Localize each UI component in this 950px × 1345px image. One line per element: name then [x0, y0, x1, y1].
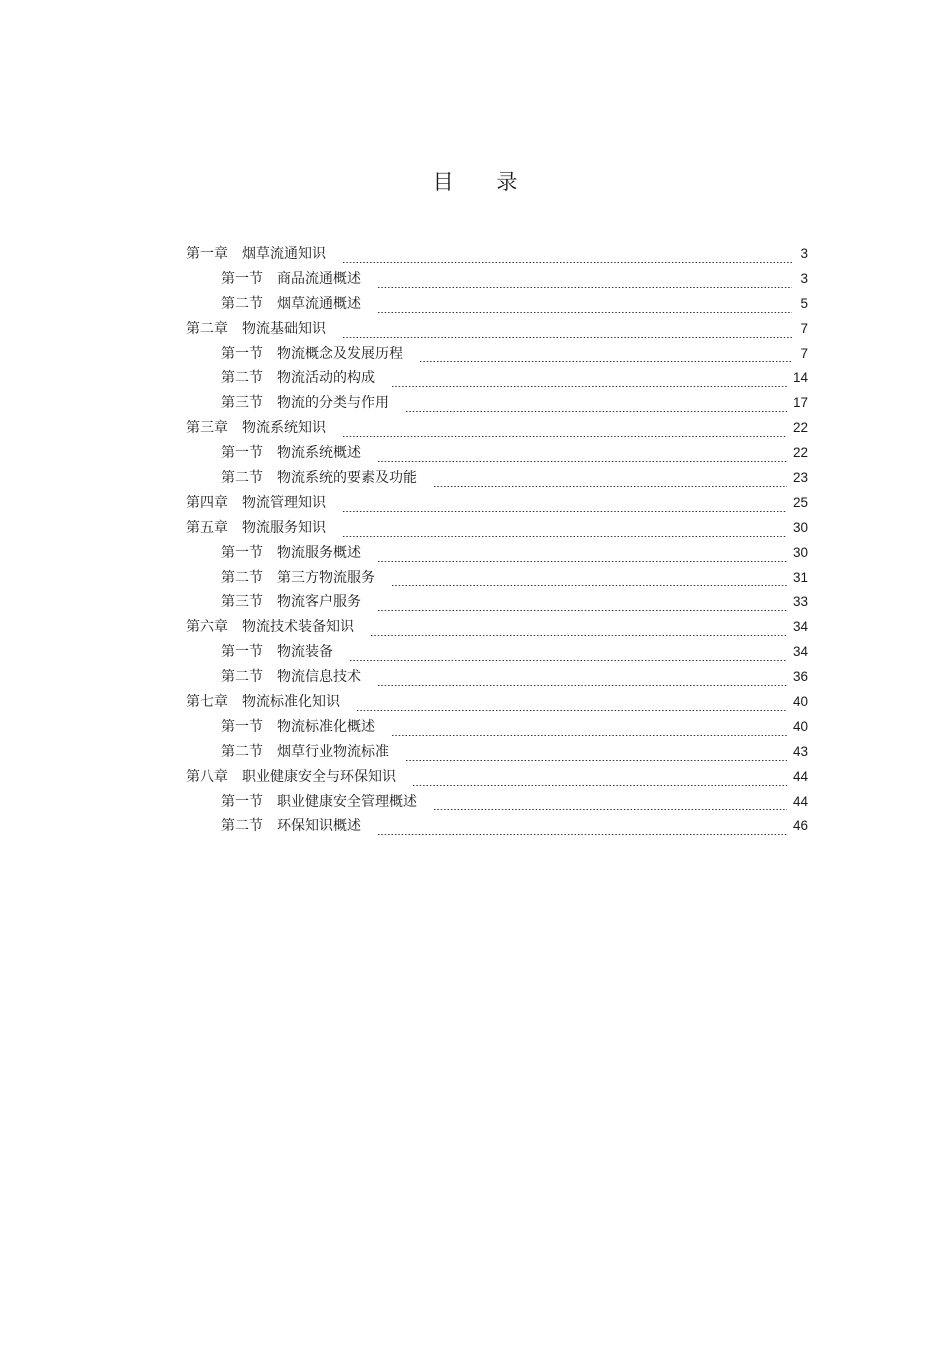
toc-entry-label [221, 442, 361, 462]
toc-page-number: 40 [792, 694, 808, 710]
toc-entry-title: 职业健康安全管理概述 [277, 793, 417, 810]
toc-entry-title: 物流管理知识 [242, 494, 326, 511]
toc-entry-label [186, 243, 326, 263]
toc-chapter-entry[interactable] [186, 616, 808, 641]
toc-entry-label [221, 268, 361, 288]
toc-page-number: 3 [800, 270, 808, 286]
toc-page-number: 22 [792, 420, 808, 436]
toc-entry-number: 第二节 [221, 370, 263, 387]
toc-chapter-entry[interactable] [186, 318, 808, 343]
toc-entry-title: 物流服务知识 [242, 519, 326, 536]
toc-page-number: 14 [792, 370, 808, 386]
toc-entry-number: 第五章 [186, 519, 228, 536]
toc-dot-leader [419, 361, 792, 362]
toc-entry-title: 物流基础知识 [242, 320, 326, 337]
toc-dot-leader [342, 536, 787, 537]
toc-page-number: 31 [792, 569, 808, 585]
toc-entry-number: 第二节 [221, 470, 263, 487]
toc-chapter-entry[interactable] [186, 492, 808, 517]
toc-dot-leader [377, 834, 787, 835]
toc-chapter-entry[interactable] [186, 766, 808, 791]
toc-dot-leader [377, 685, 787, 686]
toc-chapter-entry[interactable] [186, 691, 808, 716]
toc-dot-leader [342, 262, 792, 263]
toc-page-number: 43 [792, 743, 808, 759]
toc-page-number: 44 [792, 768, 808, 784]
toc-dot-leader [433, 486, 787, 487]
toc-section-entry[interactable] [186, 815, 808, 840]
toc-entry-number: 第一节 [221, 445, 263, 462]
toc-page-number: 33 [792, 594, 808, 610]
toc-entry-title: 商品流通概述 [277, 270, 361, 287]
toc-entry-number: 第一节 [221, 718, 263, 735]
toc-entry-label [221, 741, 389, 761]
toc-entry-label [221, 343, 403, 363]
toc-section-entry[interactable] [186, 791, 808, 816]
toc-entry-title: 物流技术装备知识 [242, 619, 354, 636]
toc-entry-title: 职业健康安全与环保知识 [242, 768, 396, 785]
toc-entry-title: 物流概念及发展历程 [277, 345, 403, 362]
toc-page-number: 40 [792, 718, 808, 734]
toc-page-number: 5 [800, 295, 808, 311]
toc-dot-leader [377, 312, 792, 313]
toc-dot-leader [391, 735, 787, 736]
toc-entry-label [221, 815, 361, 835]
toc-entry-number: 第一节 [221, 270, 263, 287]
toc-dot-leader [356, 710, 787, 711]
toc-entry-number: 第三章 [186, 420, 228, 437]
toc-entry-title: 物流装备 [277, 644, 333, 661]
toc-page-number: 25 [792, 494, 808, 510]
toc-entry-number: 第一章 [186, 246, 228, 262]
toc-entry-label [186, 417, 326, 437]
toc-entry-title: 物流标准化知识 [242, 694, 340, 711]
toc-entry-title: 第三方物流服务 [277, 569, 375, 586]
toc-entry-label [221, 666, 361, 686]
toc-entry-title: 物流服务概述 [277, 544, 361, 561]
toc-page-number: 3 [800, 246, 808, 261]
toc-entry-title: 物流活动的构成 [277, 370, 375, 387]
toc-entry-title: 物流系统的要素及功能 [277, 470, 417, 487]
toc-section-entry[interactable] [186, 716, 808, 741]
toc-entry-title: 物流客户服务 [277, 594, 361, 611]
toc-entry-number: 第一节 [221, 644, 263, 661]
toc-section-entry[interactable] [186, 567, 808, 592]
toc-entry-title: 物流信息技术 [277, 669, 361, 686]
toc-entry-number: 第二节 [221, 743, 263, 760]
toc-entry-number: 第一节 [221, 345, 263, 362]
toc-entry-label [221, 641, 333, 661]
toc-dot-leader [342, 337, 792, 338]
toc-dot-leader [342, 511, 787, 512]
toc-entry-label [221, 567, 375, 587]
toc-dot-leader [377, 287, 792, 288]
toc-section-entry[interactable] [186, 442, 808, 467]
toc-entry-title: 烟草流通知识 [242, 246, 326, 262]
toc-dot-leader [412, 785, 787, 786]
table-of-contents [186, 243, 808, 840]
toc-entry-number: 第二节 [221, 669, 263, 686]
toc-page-number: 7 [800, 320, 808, 336]
toc-entry-label [221, 293, 361, 313]
toc-page-number: 7 [800, 345, 808, 361]
toc-entry-title: 物流标准化概述 [277, 718, 375, 735]
toc-page-number: 17 [792, 395, 808, 411]
toc-page-number: 34 [792, 644, 808, 660]
toc-entry-label [186, 766, 396, 786]
toc-dot-leader [342, 436, 787, 437]
toc-section-entry[interactable] [186, 367, 808, 392]
toc-entry-number: 第二节 [221, 569, 263, 586]
toc-page-number: 22 [792, 445, 808, 461]
toc-entry-number: 第二章 [186, 320, 228, 337]
toc-entry-label [186, 492, 326, 512]
toc-entry-title: 烟草行业物流标准 [277, 743, 389, 760]
toc-entry-title: 环保知识概述 [277, 818, 361, 835]
toc-page-number: 36 [792, 669, 808, 685]
toc-dot-leader [405, 411, 787, 412]
toc-entry-label [221, 367, 375, 387]
toc-entry-number: 第七章 [186, 694, 228, 711]
toc-section-entry[interactable] [186, 293, 808, 318]
toc-entry-label [221, 392, 389, 412]
toc-entry-title: 物流系统概述 [277, 445, 361, 462]
toc-section-entry[interactable] [186, 741, 808, 766]
toc-entry-number: 第六章 [186, 619, 228, 636]
toc-dot-leader [405, 760, 787, 761]
page-title: 目 录 [432, 170, 536, 194]
toc-page-number: 23 [792, 470, 808, 486]
toc-entry-label [221, 716, 375, 736]
toc-page-number: 44 [792, 793, 808, 809]
toc-entry-number: 第三节 [221, 594, 263, 611]
toc-dot-leader [349, 660, 787, 661]
toc-entry-number: 第一节 [221, 544, 263, 561]
toc-chapter-entry[interactable] [186, 417, 808, 442]
toc-section-entry[interactable] [186, 542, 808, 567]
toc-section-entry[interactable] [186, 343, 808, 368]
toc-page-number: 34 [792, 619, 808, 635]
toc-section-entry[interactable] [186, 641, 808, 666]
toc-entry-number: 第八章 [186, 768, 228, 785]
toc-chapter-entry[interactable] [186, 243, 808, 268]
toc-entry-title: 烟草流通概述 [277, 295, 361, 312]
toc-section-entry[interactable] [186, 392, 808, 417]
toc-entry-label [186, 616, 354, 636]
toc-section-entry[interactable] [186, 268, 808, 293]
toc-section-entry[interactable] [186, 591, 808, 616]
toc-entry-label [221, 591, 361, 611]
toc-entry-label [221, 542, 361, 562]
toc-entry-number: 第一节 [221, 793, 263, 810]
toc-chapter-entry[interactable] [186, 517, 808, 542]
toc-page-number: 30 [792, 544, 808, 560]
toc-section-entry[interactable] [186, 666, 808, 691]
toc-dot-leader [370, 635, 787, 636]
toc-entry-title: 物流的分类与作用 [277, 395, 389, 412]
toc-entry-number: 第四章 [186, 494, 228, 511]
toc-entry-label [221, 791, 417, 811]
toc-page-number: 30 [792, 519, 808, 535]
toc-entry-title: 物流系统知识 [242, 420, 326, 437]
toc-dot-leader [377, 561, 787, 562]
toc-page-number: 46 [792, 818, 808, 834]
toc-dot-leader [377, 610, 787, 611]
toc-dot-leader [377, 461, 787, 462]
toc-section-entry[interactable] [186, 467, 808, 492]
toc-dot-leader [391, 585, 787, 586]
toc-entry-label [186, 517, 326, 537]
toc-entry-label [186, 318, 326, 338]
toc-dot-leader [391, 386, 787, 387]
toc-entry-label [186, 691, 340, 711]
toc-dot-leader [433, 809, 787, 810]
toc-entry-number: 第二节 [221, 295, 263, 312]
toc-entry-number: 第二节 [221, 818, 263, 835]
toc-entry-label [221, 467, 417, 487]
toc-entry-number: 第三节 [221, 395, 263, 412]
